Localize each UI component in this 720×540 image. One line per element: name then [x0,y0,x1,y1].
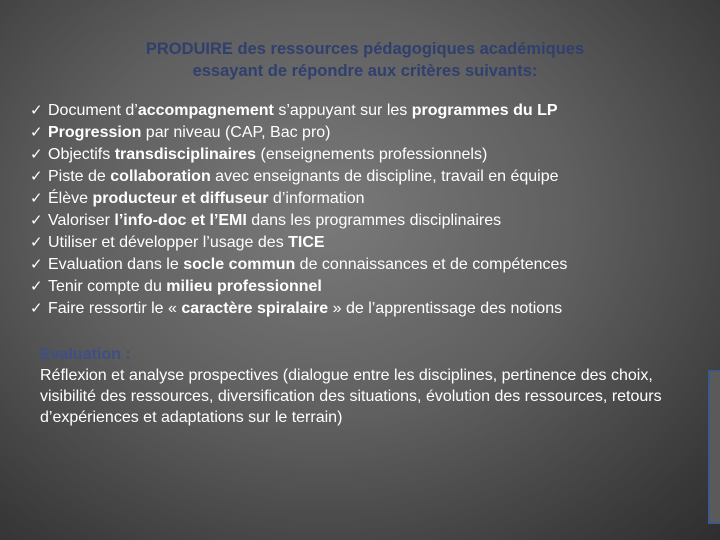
checkmark-icon: ✓ [30,124,43,141]
checkmark-icon: ✓ [30,190,43,207]
criteria-text: avec enseignants de discipline, travail en équipe [210,168,559,185]
checkmark-icon: ✓ [30,146,43,163]
criteria-text: s’appuyant sur les [273,102,412,119]
checkmark-icon: ✓ [30,102,43,119]
criteria-item [30,188,690,210]
evaluation-block [40,344,680,428]
criteria-text-bold: TICE [288,234,325,251]
criteria-text: Piste de [48,168,111,185]
criteria-list [30,100,690,320]
criteria-text: » de l’apprentissage des notions [328,300,563,317]
criteria-item [30,100,690,122]
criteria-text: Faire ressortir le « [48,300,182,317]
evaluation-heading: Evaluation : [40,346,131,363]
criteria-text-bold: l’info-doc et l’EMI [114,212,247,229]
criteria-text-bold: Progression [48,124,142,141]
criteria-text-bold: collaboration [110,168,211,185]
criteria-text: d’information [268,190,365,207]
title-line-1: PRODUIRE des ressources pédagogiques académiques [145,40,585,58]
criteria-text: Document d’ [48,102,138,119]
criteria-text-bold: transdisciplinaires [114,146,257,163]
checkmark-icon: ✓ [30,278,43,295]
slide-title [60,38,670,82]
criteria-text-bold: caractère spiralaire [181,300,329,317]
checkmark-icon: ✓ [30,212,43,229]
criteria-item [30,254,690,276]
criteria-text: Utiliser et développer l’usage des [48,234,289,251]
criteria-item [30,298,690,320]
slide-corner-decoration [708,370,720,524]
criteria-item [30,232,690,254]
criteria-text-bold: producteur et diffuseur [92,190,269,207]
criteria-text-bold: milieu professionnel [166,278,322,295]
criteria-text: Objectifs [48,146,115,163]
criteria-text: dans les programmes disciplinaires [246,212,502,229]
evaluation-text: Réflexion et analyse prospectives (dialogue entre les disciplines, pertinence des choix, visibilité des ressources, diversification des situations, évolution des ressources, retours d’expériences et adaptations sur le terrain) [40,367,662,426]
checkmark-icon: ✓ [30,234,43,251]
criteria-text: Evaluation dans le [48,256,184,273]
checkmark-icon: ✓ [30,256,43,273]
criteria-text: Élève [48,190,93,207]
checkmark-icon: ✓ [30,300,43,317]
criteria-item [30,144,690,166]
criteria-text-bold: accompagnement [137,102,274,119]
criteria-text-bold: programmes du LP [411,102,558,119]
criteria-item [30,122,690,144]
checkmark-icon: ✓ [30,168,43,185]
criteria-item [30,210,690,232]
title-line-2: essayant de répondre aux critères suivants: [192,62,538,80]
criteria-text: par niveau (CAP, Bac pro) [141,124,331,141]
criteria-text: Tenir compte du [48,278,167,295]
criteria-text-bold: socle commun [183,256,296,273]
criteria-text: (enseignements professionnels) [256,146,488,163]
criteria-text: Valoriser [48,212,115,229]
criteria-text: de connaissances et de compétences [295,256,568,273]
criteria-item [30,276,690,298]
criteria-item [30,166,690,188]
